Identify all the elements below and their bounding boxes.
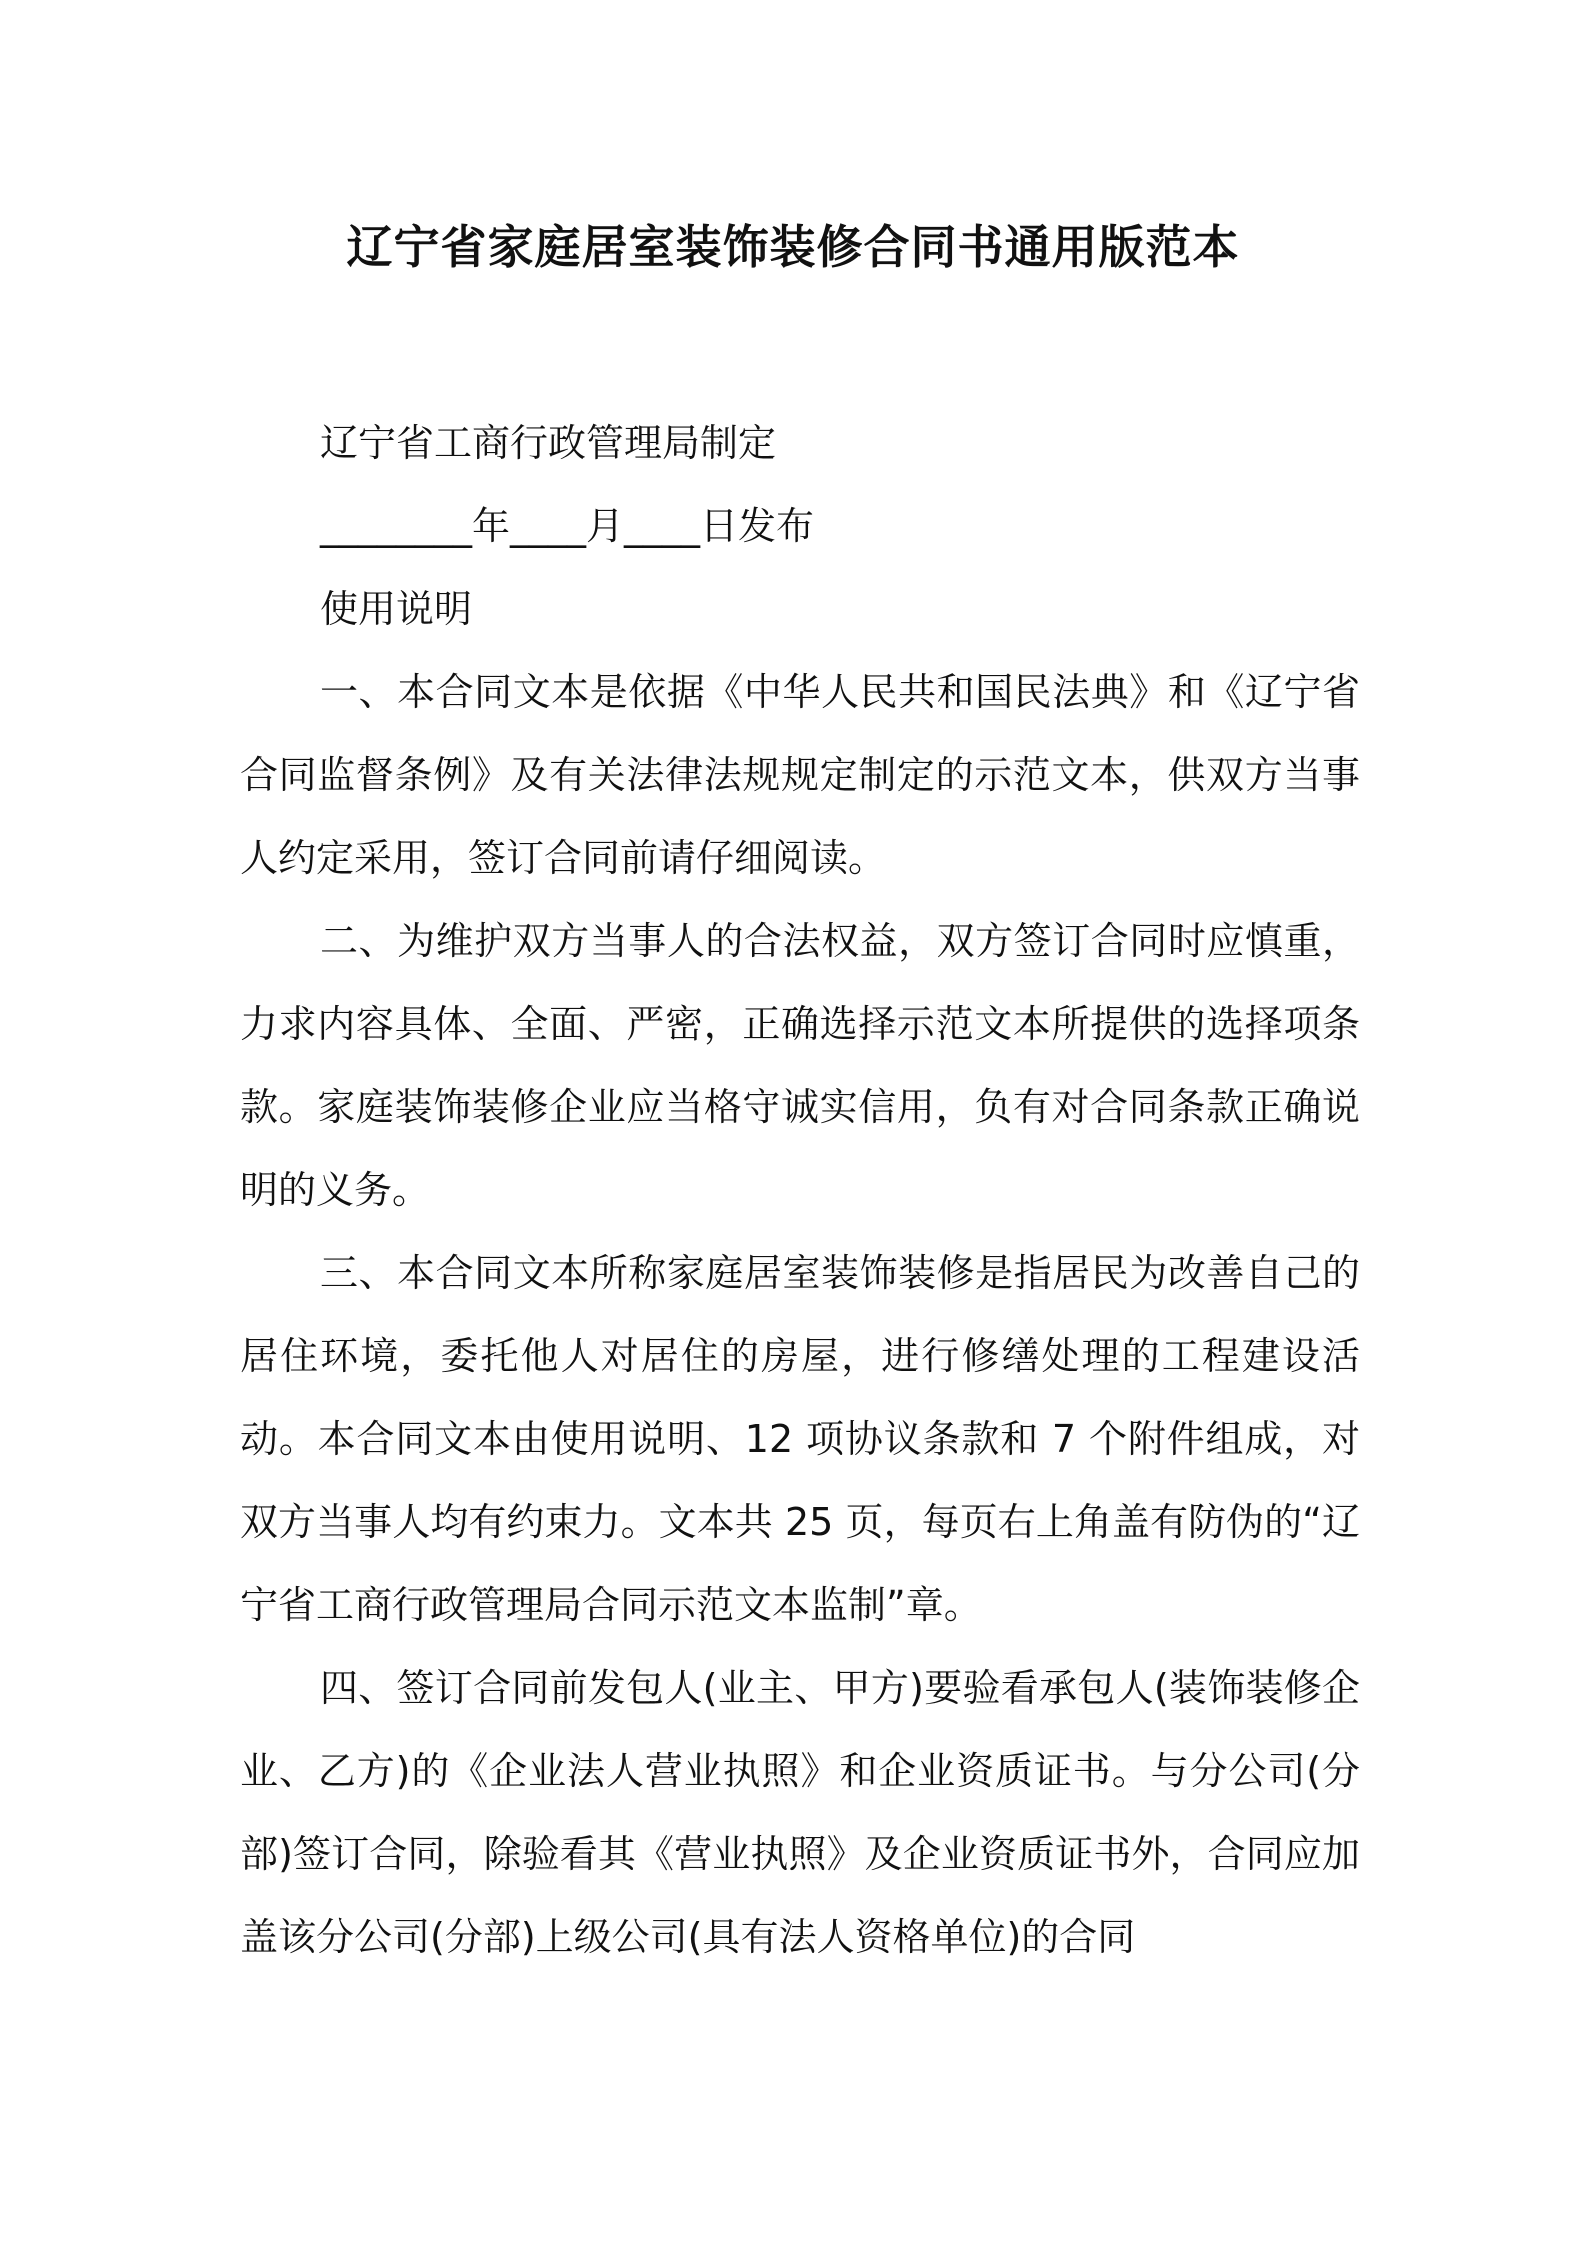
paragraph-2: 二、为维护双方当事人的合法权益，双方签订合同时应慎重，力求内容具体、全面、严密，正确选择示范文本所提供的选择项条款。家庭装饰装修企业应当格守诚实信用，负有对合同条款正确说明的义务。 bbox=[240, 919, 1360, 1212]
publish-date-line: ________年____月____日发布 bbox=[320, 504, 815, 548]
document-title: 辽宁省家庭居室装饰装修合同书通用版范本 bbox=[346, 220, 1240, 274]
paragraph-1: 一、本合同文本是依据《中华人民共和国民法典》和《辽宁省合同监督条例》及有关法律法规规定制定的示范文本，供双方当事人约定采用，签订合同前请仔细阅读。 bbox=[240, 670, 1360, 880]
document-body bbox=[240, 402, 1360, 1979]
section-heading: 使用说明 bbox=[320, 587, 473, 631]
paragraph-3: 三、本合同文本所称家庭居室装饰装修是指居民为改善自己的居住环境，委托他人对居住的房屋，进行修缮处理的工程建设活动。本合同文本由使用说明、12 项协议条款和 7 个附件组成，对双方当事人均有约束力。文本共 25 页，每页右上角盖有防伪的“辽宁省工商行政管理局合同示范文本监制”章。 bbox=[240, 1251, 1360, 1627]
paragraph-4: 四、签订合同前发包人(业主、甲方)要验看承包人(装饰装修企业、乙方)的《企业法人营业执照》和企业资质证书。与分公司(分部)签订合同，除验看其《营业执照》及企业资质证书外，合同应加盖该分公司(分部)上级公司(具有法人资格单位)的合同 bbox=[240, 1666, 1360, 1959]
issuer-line: 辽宁省工商行政管理局制定 bbox=[320, 421, 777, 465]
